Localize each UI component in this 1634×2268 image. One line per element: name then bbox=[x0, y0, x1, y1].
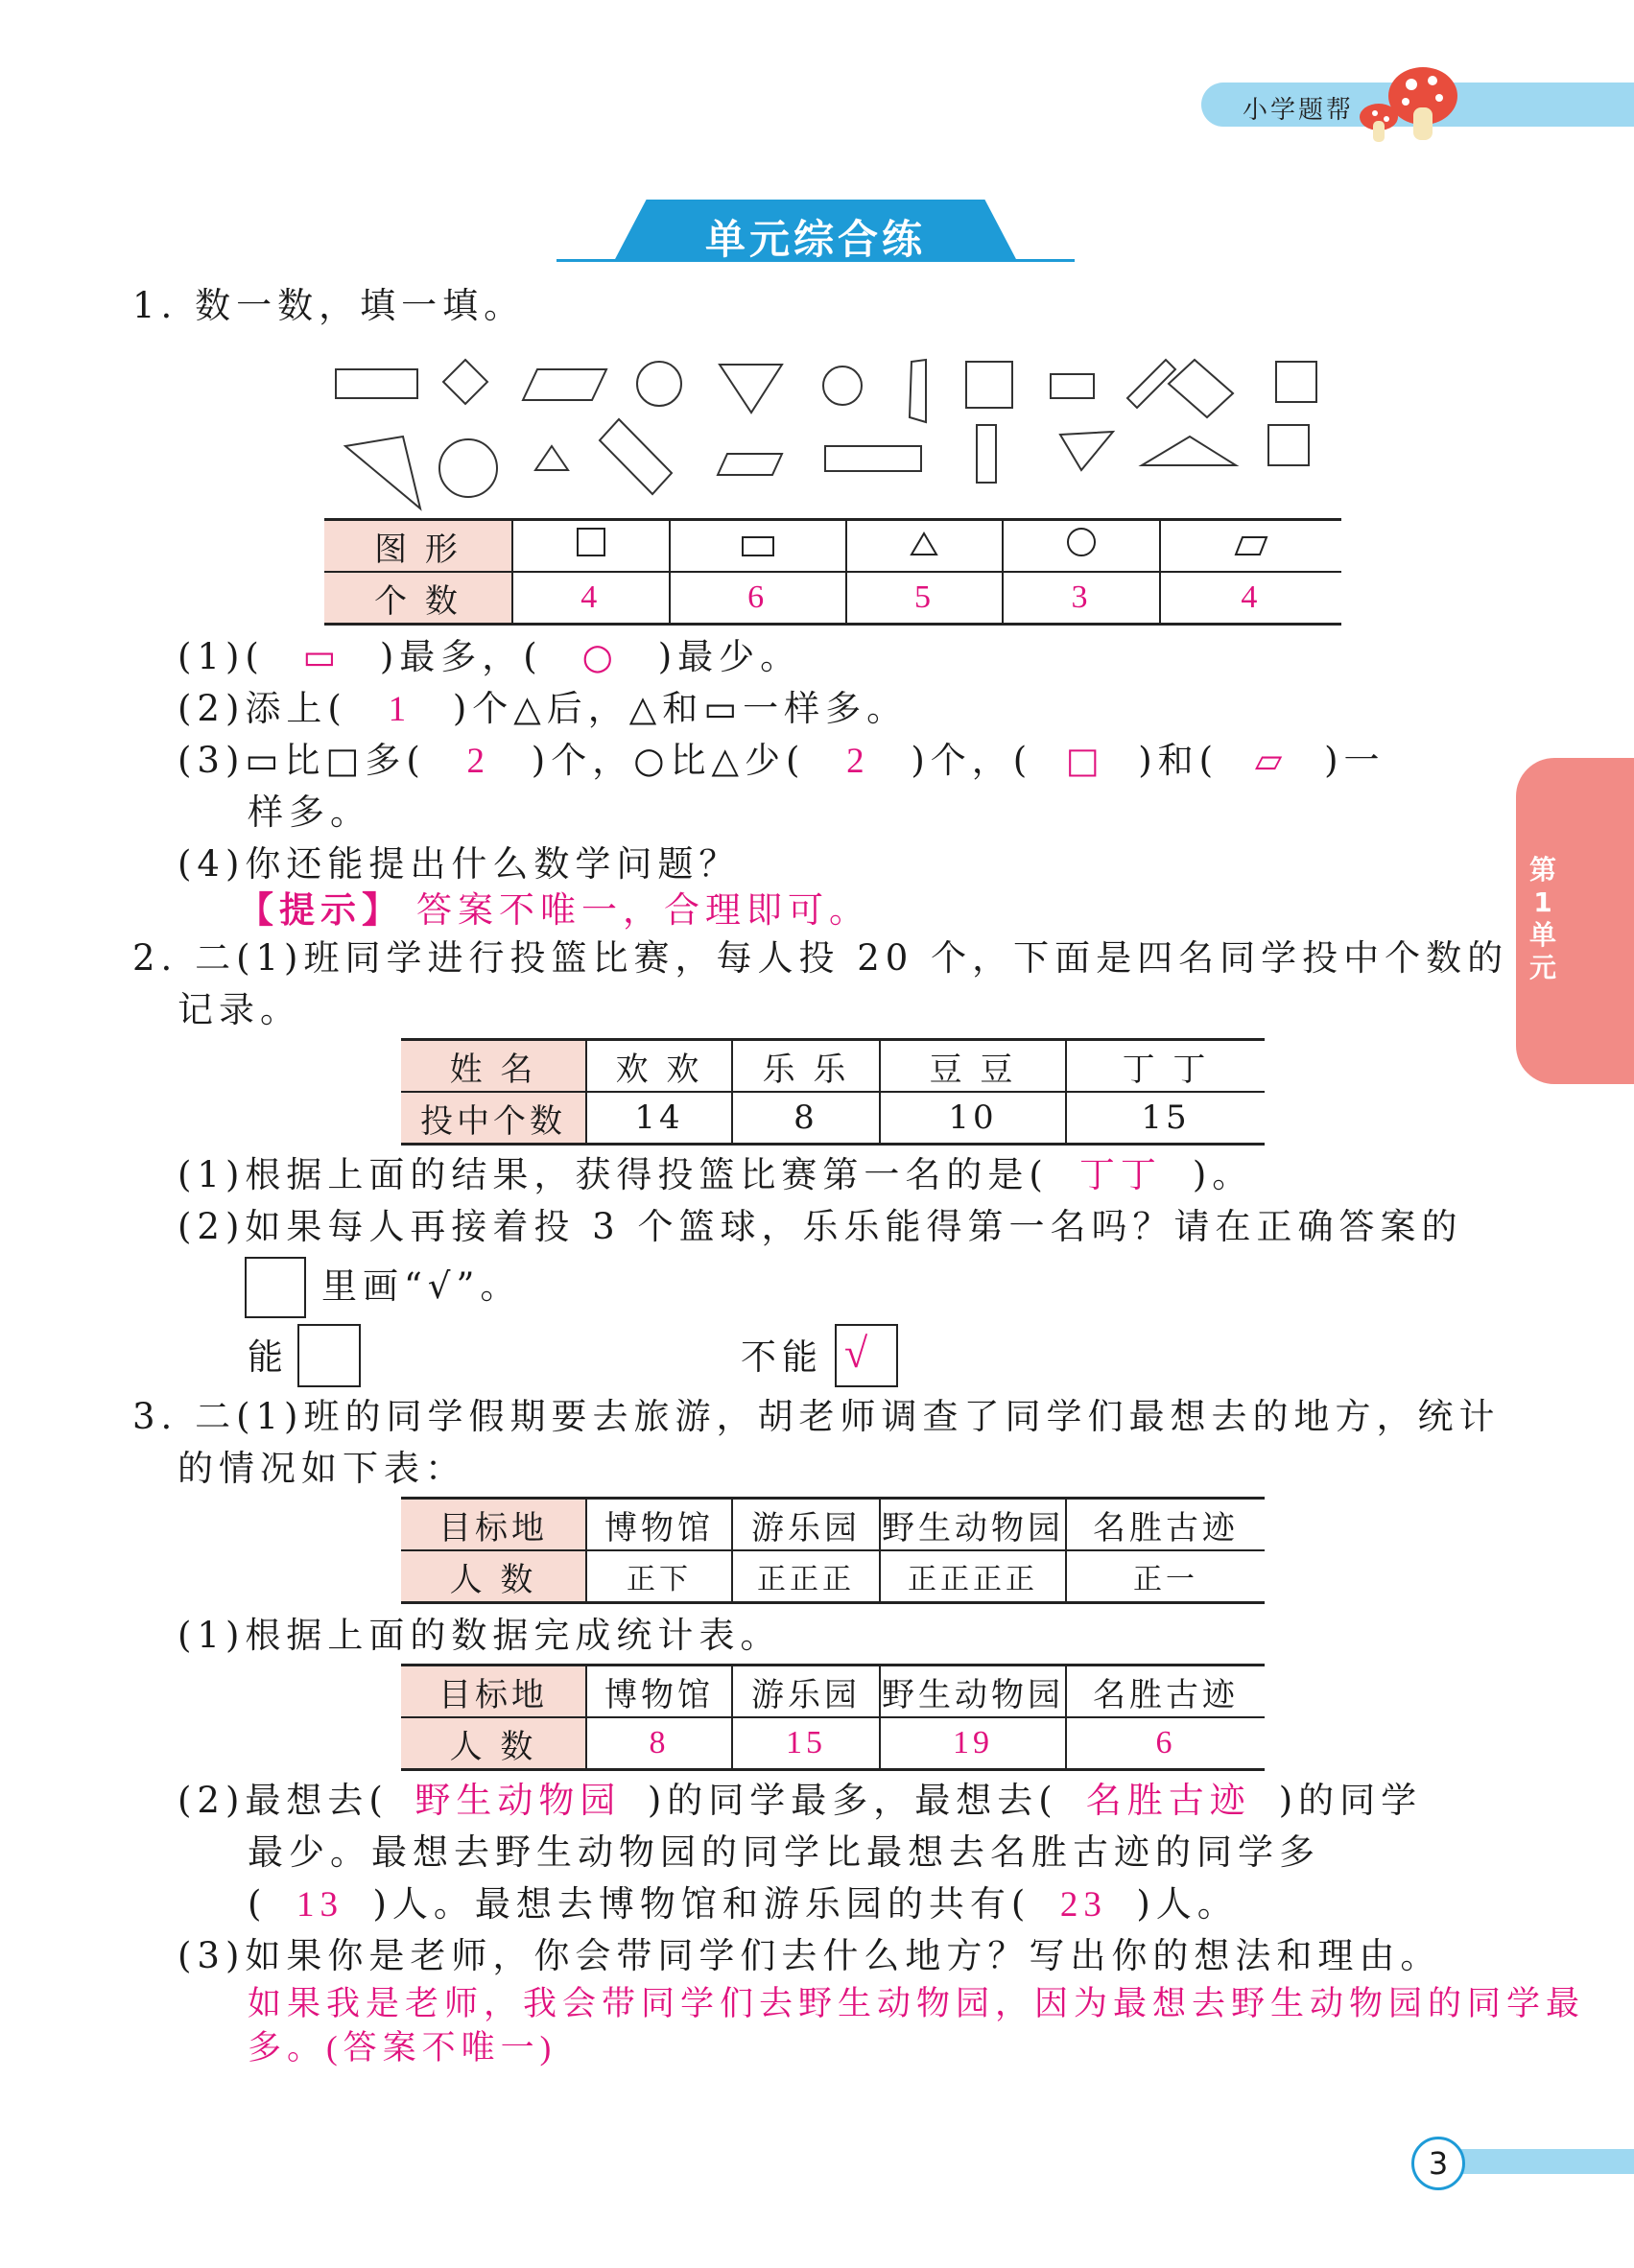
triangle-icon bbox=[846, 520, 1004, 573]
header-cell: 名胜古迹 bbox=[1066, 1666, 1265, 1718]
header-cell: 目标地 bbox=[401, 1499, 586, 1551]
survey-count-table bbox=[401, 1664, 1265, 1771]
count-cell: 6 bbox=[1066, 1717, 1265, 1770]
parallelogram-icon bbox=[1160, 520, 1341, 573]
header-cell: 野生动物园 bbox=[880, 1499, 1066, 1551]
q1-sub3-cont: 样多。 bbox=[248, 791, 371, 833]
q2-prompt-line1: 2. 二(1)班同学进行投篮比赛，每人投 20 个，下面是四名同学投中个数的 bbox=[132, 937, 1509, 979]
square-icon bbox=[512, 520, 670, 573]
page-number: 3 bbox=[1411, 2137, 1465, 2190]
row-label: 投中个数 bbox=[401, 1092, 586, 1145]
row-label: 人 数 bbox=[401, 1550, 586, 1603]
basketball-table bbox=[401, 1038, 1265, 1146]
header-cell: 博物馆 bbox=[586, 1499, 732, 1551]
count-cell: 6 bbox=[670, 572, 846, 625]
check-mark-icon: √ bbox=[844, 1330, 874, 1377]
shapes-figure bbox=[326, 341, 1343, 513]
survey-tally-table bbox=[401, 1497, 1265, 1604]
unit-side-label: 第1单元 bbox=[1528, 854, 1556, 983]
q1-prompt: 1. 数一数，填一填。 bbox=[132, 285, 526, 326]
count-cell: 5 bbox=[846, 572, 1004, 625]
q2-sub2-line2: 里画“√”。 bbox=[321, 1265, 522, 1307]
count-cell: 4 bbox=[512, 572, 670, 625]
q3-sub1: (1)根据上面的数据完成统计表。 bbox=[178, 1615, 782, 1656]
header-cell: 野生动物园 bbox=[880, 1666, 1066, 1718]
tally-cell: 正下 bbox=[586, 1550, 732, 1603]
count-cell: 8 bbox=[586, 1717, 732, 1770]
row-label: 图 形 bbox=[324, 520, 512, 573]
q3-prompt-line2: 的情况如下表： bbox=[178, 1448, 466, 1489]
tally-cell: 正一 bbox=[1066, 1550, 1265, 1603]
q2-sub2-line1: (2)如果每人再接着投 3 个篮球，乐乐能得第一名吗？请在正确答案的 bbox=[178, 1206, 1463, 1247]
tally-cell: 正正正 bbox=[732, 1550, 880, 1603]
count-cell: 3 bbox=[1003, 572, 1160, 625]
header-cell: 乐 乐 bbox=[732, 1040, 880, 1093]
q3-answer-line2: 多。(答案不唯一) bbox=[248, 2029, 557, 2067]
option-can-checkbox bbox=[297, 1324, 361, 1387]
shape-count-table bbox=[324, 518, 1341, 626]
q3-sub3: (3)如果你是老师，你会带同学们去什么地方？写出你的想法和理由。 bbox=[178, 1935, 1442, 1976]
row-label: 个 数 bbox=[324, 572, 512, 625]
brand-name: 小学题帮 bbox=[1243, 96, 1355, 125]
q1-sub3: (3)▭比□多( 2 )个，○比△少( 2 )个，( □ )和( ▱ )一 bbox=[178, 740, 1385, 781]
circle-icon bbox=[1003, 520, 1160, 573]
count-cell: 4 bbox=[1160, 572, 1341, 625]
q1-hint: 【提示】 答案不唯一，合理即可。 bbox=[238, 889, 870, 931]
data-cell: 10 bbox=[880, 1092, 1066, 1145]
count-cell: 19 bbox=[880, 1717, 1066, 1770]
header-cell: 欢 欢 bbox=[586, 1040, 732, 1093]
q1-sub4: (4)你还能提出什么数学问题？ bbox=[178, 843, 741, 885]
q3-answer-line1: 如果我是老师，我会带同学们去野生动物园，因为最想去野生动物园的同学最 bbox=[248, 1985, 1586, 2022]
q3-sub2-line2: 最少。最想去野生动物园的同学比最想去名胜古迹的同学多 bbox=[248, 1831, 1320, 1873]
rectangle-icon bbox=[670, 520, 846, 573]
q2-prompt-line2: 记录。 bbox=[178, 989, 301, 1030]
data-cell: 8 bbox=[732, 1092, 880, 1145]
example-checkbox bbox=[245, 1257, 306, 1318]
tally-cell: 正正正正 bbox=[880, 1550, 1066, 1603]
header-cell: 游乐园 bbox=[732, 1666, 880, 1718]
q2-sub1: (1)根据上面的结果，获得投篮比赛第一名的是( 丁丁 )。 bbox=[178, 1154, 1254, 1195]
row-label: 人 数 bbox=[401, 1717, 586, 1770]
count-cell: 15 bbox=[732, 1717, 880, 1770]
q1-sub2: (2)添上( 1 )个△后，△和▭一样多。 bbox=[178, 688, 909, 729]
data-cell: 14 bbox=[586, 1092, 732, 1145]
data-cell: 15 bbox=[1066, 1092, 1265, 1145]
option-can-label: 能 bbox=[248, 1336, 289, 1378]
header-cell: 名胜古迹 bbox=[1066, 1499, 1265, 1551]
header-cell: 丁 丁 bbox=[1066, 1040, 1265, 1093]
header-cell: 游乐园 bbox=[732, 1499, 880, 1551]
q3-sub2-line1: (2)最想去( 野生动物园 )的同学最多，最想去( 名胜古迹 )的同学 bbox=[178, 1780, 1423, 1821]
footer-bar bbox=[1458, 2149, 1634, 2174]
header-cell: 目标地 bbox=[401, 1666, 586, 1718]
header-cell: 博物馆 bbox=[586, 1666, 732, 1718]
mushroom-icon bbox=[1348, 59, 1463, 146]
header-cell: 姓 名 bbox=[401, 1040, 586, 1093]
section-title: 单元综合练 bbox=[557, 197, 1075, 264]
q3-prompt-line1: 3. 二(1)班的同学假期要去旅游，胡老师调查了同学们最想去的地方，统计 bbox=[132, 1396, 1501, 1437]
option-cannot-label: 不能 bbox=[741, 1336, 823, 1378]
header-cell: 豆 豆 bbox=[880, 1040, 1066, 1093]
q1-sub1: (1)( ▭ )最多，( ○ )最少。 bbox=[178, 636, 802, 677]
q3-sub2-line3: ( 13 )人。最想去博物馆和游乐园的共有( 23 )人。 bbox=[248, 1883, 1239, 1925]
